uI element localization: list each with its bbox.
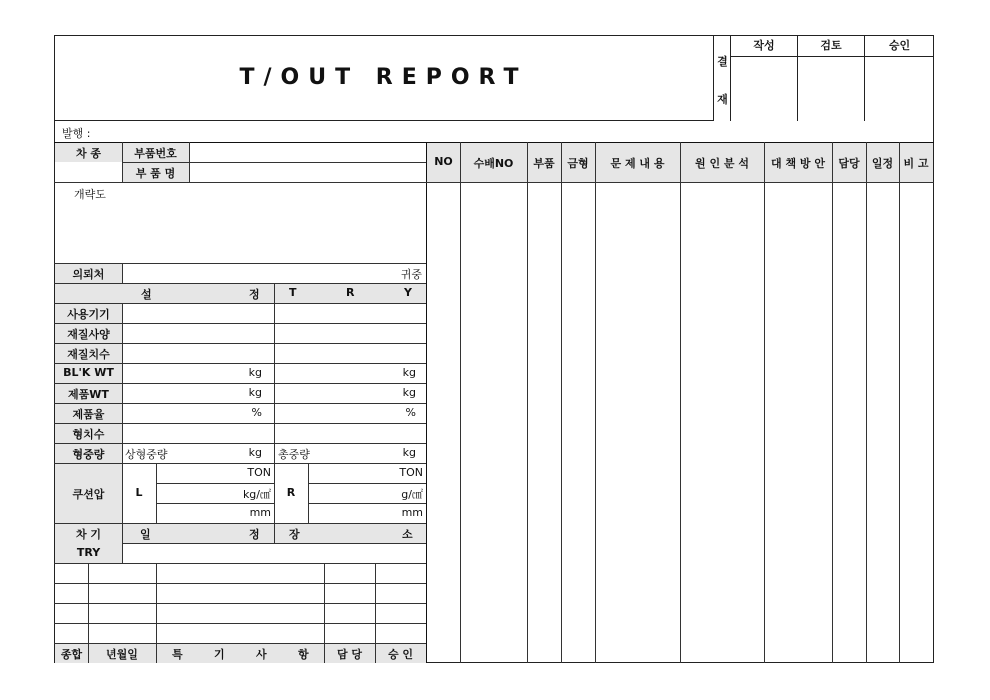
col-header-problem: 문 제 내 용	[610, 157, 665, 170]
spec-row-label: 재질치수	[67, 348, 110, 361]
footer-remarks-4: 항	[298, 648, 309, 661]
approval-side-bottom: 재	[717, 93, 728, 106]
spec-unit-setting: kg	[248, 386, 262, 399]
approval-side-top: 결	[717, 55, 728, 68]
approval-col-write	[731, 35, 798, 121]
footer-remarks-1: 특	[172, 648, 183, 661]
report-title: T/OUT REPORT	[239, 65, 528, 90]
col-header-no: NO	[434, 155, 453, 168]
try-header-1: T	[289, 286, 297, 299]
approval-col-review	[798, 35, 865, 121]
approval-side	[714, 35, 731, 121]
footer-summary: 종합	[60, 648, 83, 661]
col-header-order-no: 수배NO	[473, 157, 514, 170]
requester-label: 의뢰처	[72, 268, 105, 281]
die-weight-label: 형중량	[72, 448, 105, 461]
title-box	[54, 35, 714, 121]
part-name-label: 부 품 명	[135, 167, 176, 180]
col-header-part: 부품	[533, 157, 555, 170]
next-try-place-1: 장	[289, 528, 300, 541]
cushion-right-unit: g/㎠	[401, 488, 423, 501]
spec-unit-try: kg	[402, 386, 416, 399]
approval-col-label: 승인	[865, 35, 934, 57]
approval-col-label: 작성	[731, 35, 797, 57]
cushion-left-label: L	[135, 486, 143, 499]
spec-row-label: BL'K WT	[63, 366, 114, 379]
approval-block	[714, 35, 934, 121]
cushion-right-unit: TON	[399, 466, 423, 479]
cushion-left-unit: TON	[247, 466, 271, 479]
next-try-date-2: 정	[249, 528, 260, 541]
col-header-schedule: 일정	[871, 157, 894, 170]
issue-label: 발행 :	[62, 127, 91, 140]
spec-row-label: 사용기기	[67, 308, 110, 321]
col-header-charge: 담당	[838, 157, 860, 170]
spec-unit-setting: kg	[248, 366, 262, 379]
cushion-left-unit: mm	[249, 506, 271, 519]
col-header-cause: 원 인 분 석	[695, 157, 749, 170]
spec-row-label: 제품율	[72, 408, 105, 421]
approval-col-label: 검토	[798, 35, 864, 57]
try-header-3: Y	[404, 286, 412, 299]
total-weight-unit: kg	[402, 446, 416, 459]
car-type-label: 차 종	[75, 147, 102, 160]
cushion-left-unit: kg/㎠	[242, 488, 271, 501]
spec-unit-try: kg	[402, 366, 416, 379]
spec-unit-setting: %	[251, 406, 262, 419]
footer-approve: 승 인	[387, 648, 414, 661]
part-no-label: 부품번호	[134, 147, 177, 160]
upper-die-weight-label: 상형중량	[125, 448, 168, 461]
col-header-mold: 금형	[567, 157, 589, 170]
col-header-countermeasure: 대 책 방 안	[771, 157, 825, 170]
honorific-label: 귀중	[400, 268, 422, 281]
setting-header-2: 정	[249, 288, 260, 301]
spec-row-label: 형치수	[72, 428, 105, 441]
next-try-label-2: TRY	[76, 546, 101, 559]
next-try-label-1: 차 기	[75, 528, 102, 541]
report-frame	[54, 35, 934, 663]
footer-charge: 담 당	[336, 648, 363, 661]
upper-die-weight-unit: kg	[248, 446, 262, 459]
cushion-right-unit: mm	[401, 506, 423, 519]
total-weight-label: 총중량	[278, 448, 310, 461]
footer-date: 년월일	[106, 648, 138, 661]
next-try-date-1: 일	[140, 528, 151, 541]
setting-header-1: 설	[141, 288, 152, 301]
cushion-label: 쿠션압	[72, 488, 105, 501]
footer-remarks-3: 사	[256, 648, 267, 661]
spec-row-label: 제품WT	[68, 388, 109, 401]
spec-row-label: 재질사양	[67, 328, 110, 341]
footer-remarks-2: 기	[214, 648, 225, 661]
spec-unit-try: %	[405, 406, 416, 419]
approval-col-approve	[865, 35, 934, 121]
try-header-2: R	[346, 286, 355, 299]
next-try-place-2: 소	[402, 528, 413, 541]
col-header-remarks: 비 고	[903, 157, 929, 170]
cushion-right-label: R	[286, 486, 296, 499]
sketch-label: 개략도	[74, 188, 106, 201]
